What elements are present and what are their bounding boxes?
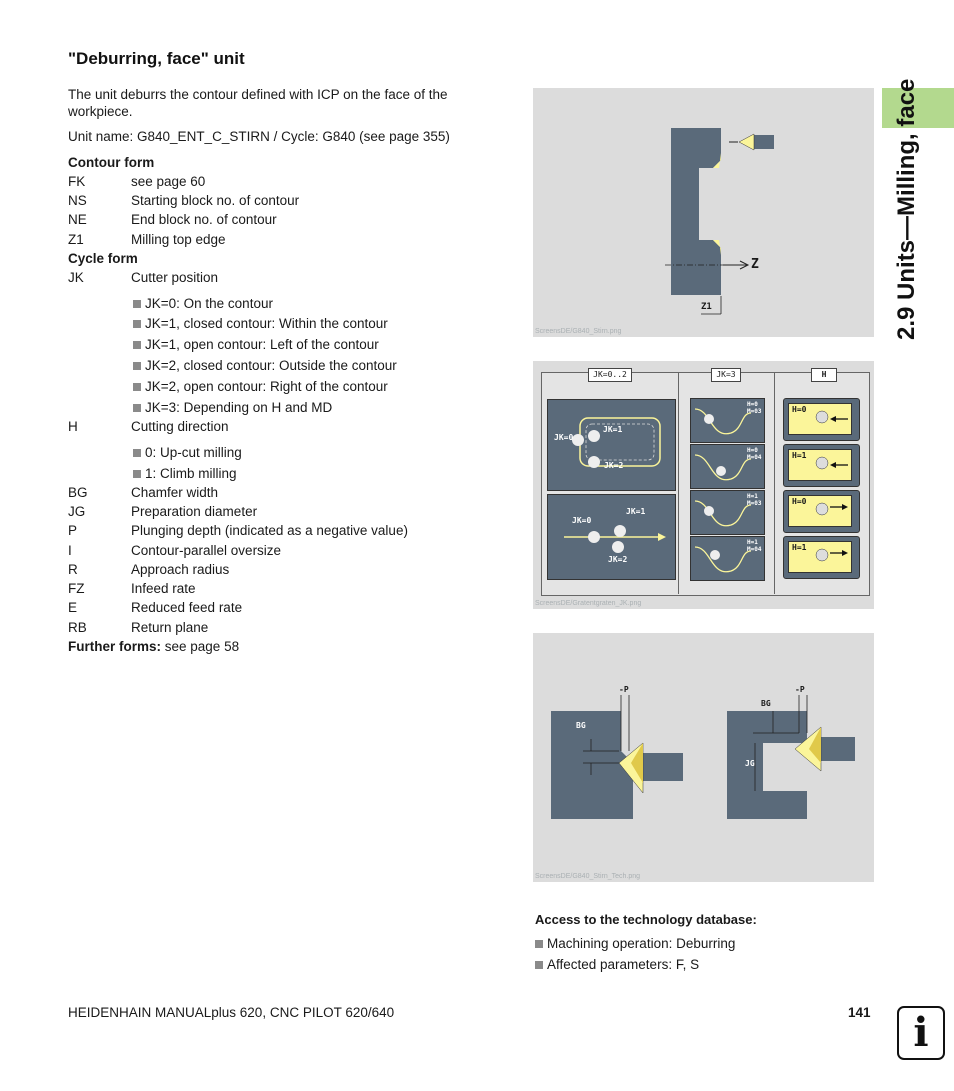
bullet-icon [133, 404, 141, 412]
param-row: I Contour-parallel oversize [68, 543, 282, 558]
bullet-icon [133, 449, 141, 457]
param-row: Z1 Milling top edge [68, 232, 226, 247]
param-row: E Reduced feed rate [68, 600, 243, 615]
label-h: H=1 [792, 451, 807, 460]
param-row: JK Cutter position [68, 270, 219, 285]
chapter-title: 2.9 Units—Milling, face [893, 78, 920, 340]
figure-filename: ScreensDE/G840_Stirn.png [535, 328, 622, 335]
panel-h0-down [783, 490, 860, 533]
bullet-icon [133, 362, 141, 370]
bullet-icon [133, 300, 141, 308]
figure-deburring-face-contour [533, 88, 874, 337]
figure-filename: ScreensDE/Gratentgraten_JK.png [535, 600, 642, 607]
workpiece-shape [671, 128, 721, 295]
chamfer-diagram [533, 633, 874, 882]
workpiece-diagram [533, 88, 874, 337]
page-title: "Deburring, face" unit [68, 49, 245, 68]
panel-jk3-h0-m04 [690, 444, 765, 489]
bullet-icon [535, 940, 543, 948]
info-glyph: i [913, 1009, 929, 1056]
param-row: NS Starting block no. of contour [68, 193, 300, 208]
label-h: H=0 [792, 497, 807, 506]
param-row: NE End block no. of contour [68, 212, 277, 227]
label-h: H=1 [792, 543, 807, 552]
param-row: H Cutting direction [68, 419, 229, 434]
param-row: FZ Infeed rate [68, 581, 196, 596]
figure-filename: ScreensDE/G840_Stirn_Tech.png [535, 873, 641, 880]
bullet-icon [535, 961, 543, 969]
label-bg-left: BG [576, 721, 586, 730]
param-row: R Approach radius [68, 562, 230, 577]
list-item: JK=2, open contour: Right of the contour [133, 378, 388, 395]
label-z1: Z1 [701, 302, 712, 312]
panel-jk3-h1-m03 [690, 490, 765, 535]
bullet-icon [133, 341, 141, 349]
panel-h0-up [783, 398, 860, 441]
list-item: Affected parameters: F, S [535, 957, 699, 972]
label-jk3: H=1 M=04 [747, 539, 762, 553]
panel-open-contour [547, 494, 676, 580]
param-row: BG Chamfer width [68, 485, 219, 500]
intro-text: The unit deburrs the contour defined with ICP on the face of the workpiece. [68, 87, 448, 119]
list-item: JK=1, open contour: Left of the contour [133, 336, 379, 353]
header-h: H [811, 368, 837, 382]
list-item: JK=3: Depending on H and MD [133, 399, 332, 416]
page-number: 141 [848, 1005, 871, 1020]
further-forms: Further forms: see page 58 [68, 639, 240, 654]
figure-chamfer-plunge [533, 633, 874, 882]
list-item: JK=0: On the contour [133, 295, 273, 312]
label-minus-p-left: -P [619, 685, 629, 694]
list-item: 0: Up-cut milling [133, 444, 242, 461]
list-item: JK=2, closed contour: Outside the contour [133, 357, 397, 374]
param-row: FK see page 60 [68, 174, 206, 189]
footer-manual: HEIDENHAIN MANUALplus 620, CNC PILOT 620/640 [68, 1005, 395, 1020]
label-open-jk1: JK=1 [626, 507, 646, 516]
tool-shank [754, 135, 774, 149]
list-item: JK=1, closed contour: Within the contour [133, 315, 388, 332]
panel-jk3-h1-m04 [690, 536, 765, 581]
label-closed-jk0: JK=0 [554, 433, 574, 442]
info-icon [897, 1006, 945, 1060]
label-bg-right: BG [761, 699, 771, 708]
label-minus-p-right: -P [795, 685, 805, 694]
cycle-form-title: Cycle form [68, 251, 138, 266]
unit-name-text: Unit name: G840_ENT_C_STIRN / Cycle: G840 (see page 355) [68, 129, 450, 144]
panel-closed-contour [547, 399, 676, 491]
label-closed-jk1: JK=1 [603, 425, 623, 434]
bullet-icon [133, 320, 141, 328]
label-jg: JG [745, 759, 755, 768]
contour-form-title: Contour form [68, 155, 155, 170]
figure-cutter-position [533, 361, 874, 609]
label-closed-jk2: JK=2 [604, 461, 624, 470]
list-item: Machining operation: Deburring [535, 936, 735, 951]
label-open-jk2: JK=2 [608, 555, 628, 564]
axis-label-z: Z [751, 257, 759, 272]
bullet-icon [133, 470, 141, 478]
label-h: H=0 [792, 405, 807, 414]
tool-tip [739, 134, 754, 150]
tech-access-title: Access to the technology database: [535, 912, 757, 927]
panel-h1-up [783, 444, 860, 487]
label-open-jk0: JK=0 [572, 516, 592, 525]
list-item: 1: Climb milling [133, 465, 237, 482]
param-row: JG Preparation diameter [68, 504, 258, 519]
label-jk3: H=1 M=03 [747, 493, 762, 507]
label-jk3: H=0 M=04 [747, 447, 762, 461]
param-row: RB Return plane [68, 620, 209, 635]
panel-jk3-h0-m03 [690, 398, 765, 443]
bullet-icon [133, 383, 141, 391]
param-row: P Plunging depth (indicated as a negative value) [68, 523, 408, 538]
panel-h1-down [783, 536, 860, 579]
header-jk3: JK=3 [711, 368, 741, 382]
label-jk3: H=0 M=03 [747, 401, 762, 415]
header-jk0-2: JK=0..2 [588, 368, 632, 382]
